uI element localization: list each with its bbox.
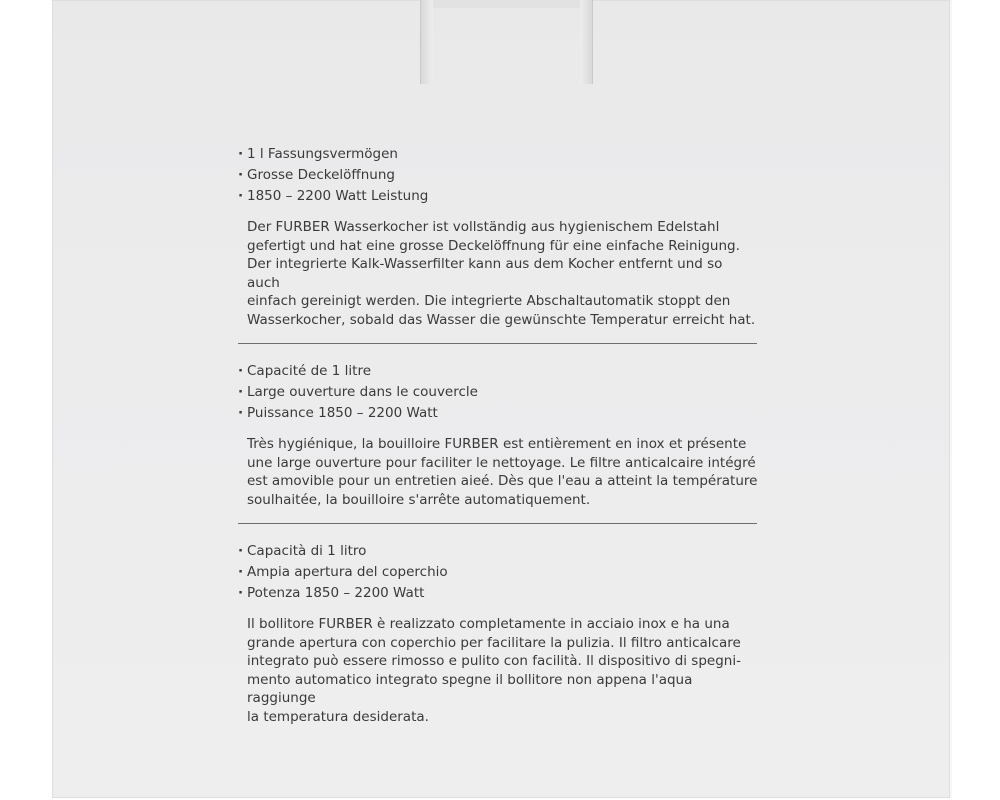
feature-item: · 1850 – 2200 Watt Leistung [238, 186, 758, 207]
description-line: Très hygiénique, la bouilloire FURBER est entièrement en inox et présente [247, 436, 747, 452]
description-line: une large ouverture pour faciliter le nettoyage. Le filtre anticalcaire intégré [247, 454, 756, 471]
description-line: est amovible pour un entretien aieé. Dès que l'eau a atteint la température [247, 473, 758, 489]
product-description [238, 144, 758, 726]
feature-list [238, 361, 758, 424]
feature-item: · Ampia apertura del coperchio [238, 562, 758, 583]
section-french [238, 361, 758, 509]
description-line: Der FURBER Wasserkocher ist vollständig aus hygienischem Edelstahl [247, 219, 720, 235]
description-paragraph [247, 615, 759, 726]
section-italian [238, 541, 758, 726]
feature-item: · Capacità di 1 litro [238, 541, 758, 562]
description-line: grande apertura con coperchio per facilitare la pulizia. Il filtro anticalcare [247, 634, 741, 651]
feature-list [238, 144, 758, 207]
description-line: Der integrierte Kalk-Wasserfilter kann aus dem Kocher entfernt und so auch [247, 256, 723, 291]
description-line: gefertigt und hat eine grosse Deckelöffnung für eine einfache Reinigung. [247, 237, 740, 254]
box-flap [432, 0, 580, 8]
description-line: einfach gereinigt werden. Die integrierte Abschaltautomatik stoppt den [247, 293, 731, 309]
section-german [238, 144, 758, 329]
description-line: mento automatico integrato spegne il bollitore non appena l'aqua raggiunge [247, 671, 693, 706]
section-divider [238, 523, 757, 524]
description-line: Wasserkocher, sobald das Wasser die gewünschte Temperatur erreicht hat. [247, 311, 756, 328]
description-line: integrato può essere rimosso e pulito con facilità. Il dispositivo di spegni- [247, 653, 741, 669]
description-line: la temperatura desiderata. [247, 708, 429, 725]
description-paragraph [247, 435, 759, 509]
section-divider [238, 343, 757, 344]
feature-list [238, 541, 758, 604]
box-flap-slot-right [580, 0, 593, 84]
description-line: Il bollitore FURBER è realizzato completamente in acciaio inox e ha una [247, 616, 730, 632]
feature-item: · Potenza 1850 – 2200 Watt [238, 583, 758, 604]
box-flap-slot-left [420, 0, 433, 84]
feature-item: · Grosse Deckelöffnung [238, 165, 758, 186]
feature-item: · 1 l Fassungsvermögen [238, 144, 758, 165]
description-paragraph [247, 218, 759, 329]
description-line: soulhaitée, la bouilloire s'arrête automatiquement. [247, 491, 591, 508]
feature-item: · Puissance 1850 – 2200 Watt [238, 403, 758, 424]
feature-item: · Large ouverture dans le couvercle [238, 382, 758, 403]
feature-item: · Capacité de 1 litre [238, 361, 758, 382]
